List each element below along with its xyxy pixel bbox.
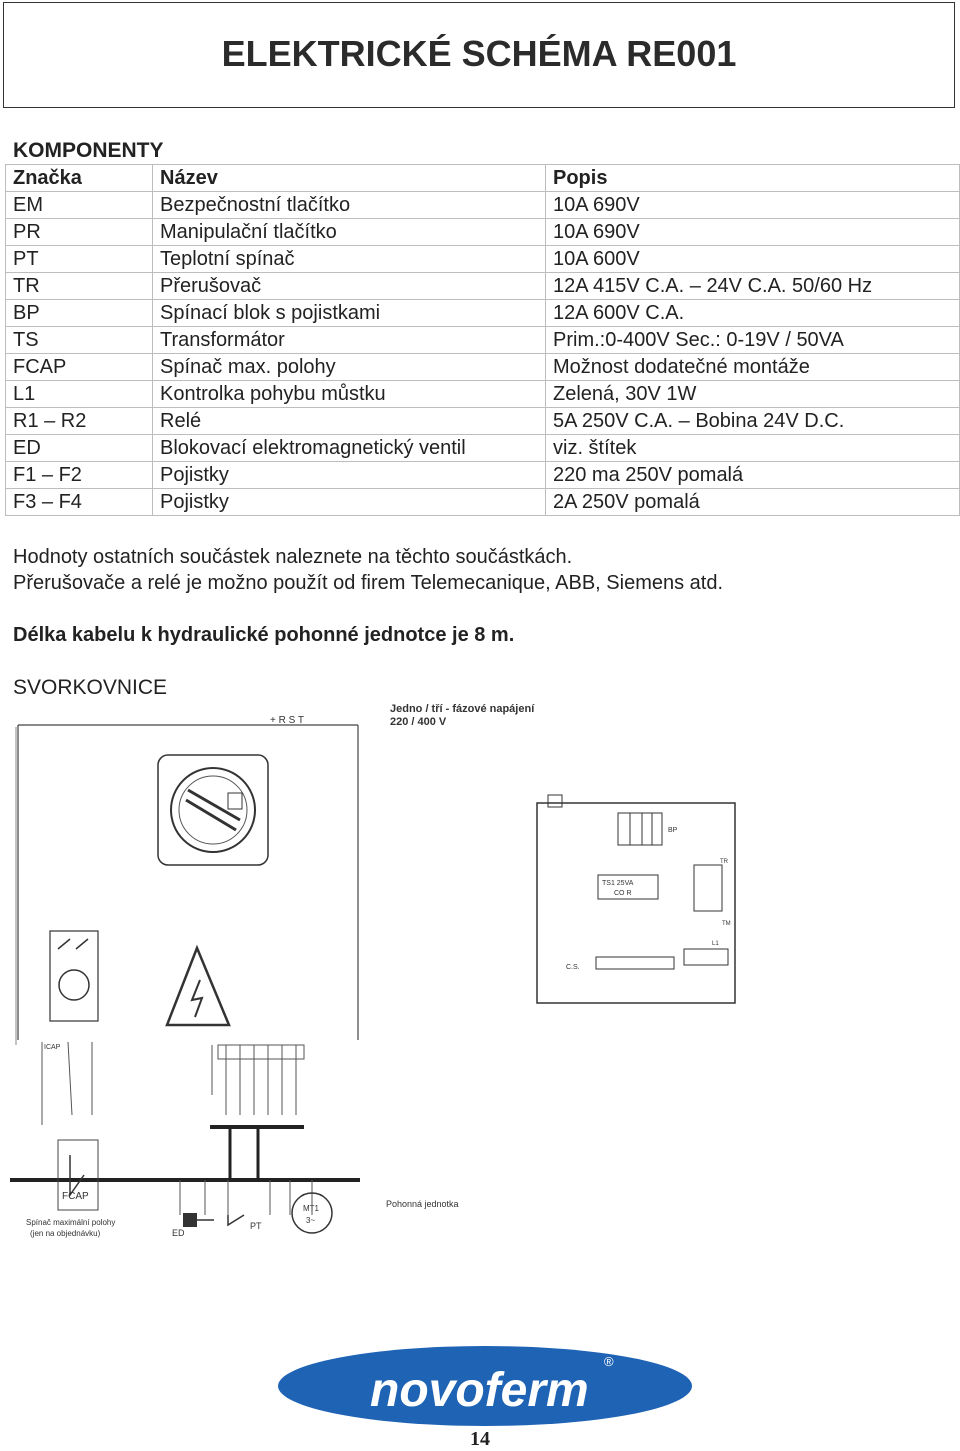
cell-name: Teplotní spínač: [153, 246, 546, 273]
cell-mark: F3 – F4: [6, 489, 153, 516]
pt-switch: [228, 1215, 262, 1231]
cell-name: Kontrolka pohybu můstku: [153, 381, 546, 408]
cell-mark: FCAP: [6, 354, 153, 381]
column-header-description: Popis: [546, 165, 960, 192]
cell-description: 10A 690V: [546, 192, 960, 219]
table-row: [6, 246, 960, 273]
table-row: [6, 462, 960, 489]
fcap-switch: [26, 1140, 115, 1238]
cell-mark: ED: [6, 435, 153, 462]
logo-registered-mark: ®: [604, 1354, 614, 1369]
note-manufacturers: Přerušovače a relé je možno použít od firem Telemecanique, ABB, Siemens atd.: [13, 572, 724, 594]
title-box: [3, 2, 955, 108]
cell-name: Spínač max. polohy: [153, 354, 546, 381]
cell-description: 2A 250V pomalá: [546, 489, 960, 516]
ts-sub-label: CO R: [614, 890, 632, 897]
cell-name: Přerušovač: [153, 273, 546, 300]
wiring-diagram: [0, 695, 960, 1275]
cell-description: Zelená, 30V 1W: [546, 381, 960, 408]
page-title: ELEKTRICKÉ SCHÉMA RE001: [221, 33, 737, 74]
motor-phase-label: 3~: [306, 1216, 316, 1225]
column-header-mark: Značka: [6, 165, 153, 192]
cell-mark: R1 – R2: [6, 408, 153, 435]
cell-description: Možnost dodatečné montáže: [546, 354, 960, 381]
table-row: [6, 273, 960, 300]
cell-description: 10A 600V: [546, 246, 960, 273]
warning-triangle-icon: [167, 948, 229, 1025]
cell-mark: F1 – F2: [6, 462, 153, 489]
logo-wordmark: novoferm: [370, 1364, 589, 1417]
cs-label: C.S.: [566, 964, 580, 971]
cell-name: Manipulační tlačítko: [153, 219, 546, 246]
cell-name: Relé: [153, 408, 546, 435]
components-table: [5, 164, 960, 516]
cell-description: viz. štítek: [546, 435, 960, 462]
cell-name: Pojistky: [153, 489, 546, 516]
fcap-caption-1: Spínač maximální polohy: [26, 1218, 116, 1227]
fcap-label: FCAP: [62, 1191, 89, 1202]
supply-terminals-label: + R S T: [270, 715, 304, 726]
table-row: [6, 381, 960, 408]
cell-mark: L1: [6, 381, 153, 408]
page-number: 14: [470, 1428, 490, 1450]
table-row: [6, 435, 960, 462]
supply-label: Jedno / tří - fázové napájení: [390, 703, 535, 715]
cell-description: 10A 690V: [546, 219, 960, 246]
table-row: [6, 327, 960, 354]
fcap-caption-2: (jen na objednávku): [30, 1229, 101, 1238]
column-header-name: Název: [153, 165, 546, 192]
emergency-button: [50, 931, 98, 1021]
cell-name: Transformátor: [153, 327, 546, 354]
icap-label: ICAP: [44, 1044, 61, 1051]
table-row: [6, 489, 960, 516]
novoferm-logo: [276, 1342, 694, 1432]
cell-mark: PT: [6, 246, 153, 273]
motor-symbol: [292, 1193, 459, 1233]
bp-label: BP: [668, 827, 678, 834]
cell-description: 5A 250V C.A. – Bobina 24V D.C.: [546, 408, 960, 435]
tr-label: TR: [720, 859, 728, 865]
tm-label: TM: [722, 921, 731, 927]
cell-description: 220 ma 250V pomalá: [546, 462, 960, 489]
components-heading: KOMPONENTY: [13, 139, 164, 162]
cell-description: 12A 600V C.A.: [546, 300, 960, 327]
pt-label: PT: [250, 1221, 262, 1231]
table-row: [6, 408, 960, 435]
table-row: [6, 354, 960, 381]
cell-name: Spínací blok s pojistkami: [153, 300, 546, 327]
note-values: Hodnoty ostatních součástek naleznete na těchto součástkách.: [13, 546, 573, 568]
cell-mark: PR: [6, 219, 153, 246]
cell-name: Bezpečnostní tlačítko: [153, 192, 546, 219]
cabinet-front-panel: [16, 725, 358, 1045]
terminal-heading: SVORKOVNICE: [13, 676, 168, 699]
ed-label: ED: [172, 1228, 185, 1238]
table-row: [6, 219, 960, 246]
cell-description: Prim.:0-400V Sec.: 0-19V / 50VA: [546, 327, 960, 354]
cell-name: Pojistky: [153, 462, 546, 489]
cell-mark: BP: [6, 300, 153, 327]
terminal-bundle: [10, 1042, 360, 1215]
cell-mark: TR: [6, 273, 153, 300]
pump-unit-label: Pohonná jednotka: [386, 1199, 459, 1209]
note-cable-length: Délka kabelu k hydraulické pohonné jednotce je 8 m.: [13, 624, 515, 646]
cell-description: 12A 415V C.A. – 24V C.A. 50/60 Hz: [546, 273, 960, 300]
cell-mark: EM: [6, 192, 153, 219]
ed-valve: [172, 1213, 214, 1238]
table-row: [6, 192, 960, 219]
cell-name: Blokovací elektromagnetický ventil: [153, 435, 546, 462]
table-row: [6, 300, 960, 327]
internal-board: [537, 795, 735, 1003]
l1-label: L1: [712, 941, 719, 947]
main-switch-dial: [158, 755, 268, 865]
supply-voltage-label: 220 / 400 V: [390, 716, 447, 728]
motor-label: MT1: [303, 1204, 319, 1213]
cell-mark: TS: [6, 327, 153, 354]
table-header-row: [6, 165, 960, 192]
ts-label: TS1 25VA: [602, 880, 634, 887]
